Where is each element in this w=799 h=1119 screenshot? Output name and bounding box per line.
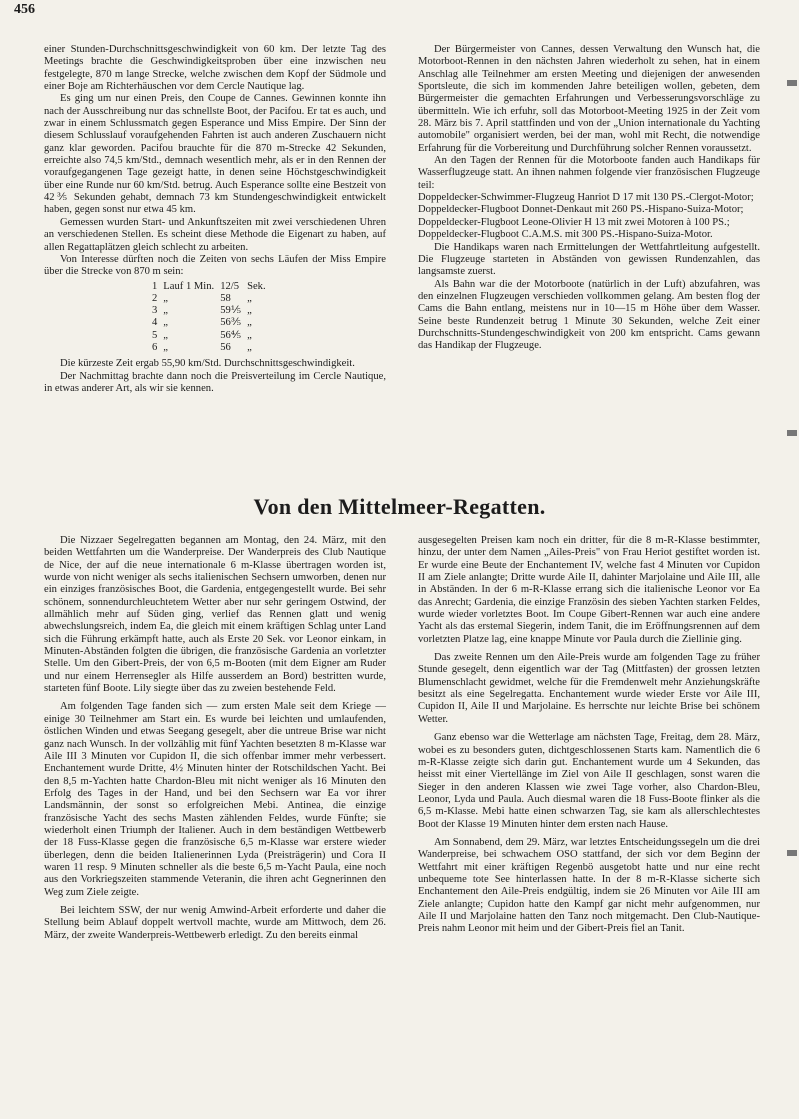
table-row [152,330,272,342]
lap-time: 58 [220,292,231,304]
page-number: 456 [14,2,35,17]
lap-unit: „ [247,317,252,329]
article-heading: Von den Mittelmeer-Regatten. [253,494,546,519]
table-row [152,342,272,354]
top-right-column [418,44,760,353]
paragraph: Der Nachmittag brachte dann noch die Preisverteilung im Cercle Nautique, in etwas anderer Art, als wir sie kennen. [44,370,386,394]
paragraph: Die Handikaps waren nach Ermittelungen der Wettfahrtleitung aufgestellt. Die Flugzeuge starteten in Abständen von gewissen Rundenzahlen, das langsamste zuerst. [418,241,760,278]
paragraph: Gemessen wurden Start- und Ankunftszeiten mit zwei verschiedenen Uhren an verschiedenen Stellen. Es scheint diese Methode die Eigenart zu haben, auf allen Regattaplätzen gleich schlecht zu arbeiten. [44,216,386,253]
lap-number: 4 [152,317,158,329]
paragraph: Es ging um nur einen Preis, den Coupe de Cannes. Gewinnen konnte ihn nach der Ausschreibung nur das schnellste Boot, der Pacifou. Er tat es auch, und zwar in einem Schlussmatch gegen Esperance und Miss Empire. Der Sinn der diesem Schlusslauf voraufgehenden Fahrten ist auch anderen Zuschauern nicht ganz klar geworden. Pacifou brauchte für die 870 m-Strecke 42 Sekunden, erreichte also 74,5 km/Std., demnach wesentlich mehr, als er in den Rennen der voraufgegangenen Tage gezeigt hatte, in denen seine Höchstgeschwindigkeit über eine Runde nur 60 km/Std. betrug. Auch Esperance sollte eine Bestzeit von 42⅗ Sekunden gehabt, demnach 73 km Stundengeschwindigkeit entwickelt haben, gegen sonst nur etwa 45 km. [44,93,386,216]
lap-number: 1 [152,280,158,292]
table-row [152,305,272,317]
lap-time: 56⅗ [220,317,242,329]
lap-time: 56⅘ [220,329,242,341]
lap-number: 5 [152,329,158,341]
lap-number: 2 [152,292,158,304]
paragraph: Ganz ebenso war die Wetterlage am nächsten Tage, Freitag, dem 28. März, wobei es zu besonders guten, dichtgeschlossenen Starts kam. Namentlich die 6 m-R-Klasse zeigte sich darin gut. Enchantement wurde um 4 Sekunden, das heisst mit einer Viertellänge im Ziel von Aile II geschlagen, sonst waren die Sieger in den anderen Klassen wie zwei Tage vorher, also Chardon-Bleu, Leonor, Lyda und Paula. Auch diesmal waren die 18 Fuss-Boote flinker als die 6,5 m-Klasse. Mebi hatte einen schwarzen Tag, sie kam als allerschlechtestes Boot der Klasse 19 Minuten hinter dem ersten nach Hause. [418,732,760,830]
bottom-left-column [44,535,386,942]
plane-entry: Doppeldecker-Flugboot Leone-Olivier H 13 mit zwei Motoren à 100 PS.; [418,216,730,228]
paragraph: Der Bürgermeister von Cannes, dessen Verwaltung den Wunsch hat, die Motorboot-Rennen in den nächsten Jahren wiederholt zu sehen, hat in einem Anschlag alle Teilnehmer am ersten Meeting und diejenigen der anwesenden Sportsleute, die sich im kommenden Jahre beteiligen wollen, gebeten, dem Bürgermeister die gemachten Erfahrungen und Verbesserungsvorschläge zu übermitteln. Wie ich erfuhr, soll das Motorboot-Meeting 1925 in der Zeit vom 28. März bis 7. April stattfinden und von der „Union internationale du Yachting automobile" organisiert werden, bei der man, wohl mit Recht, die notwendige Erfahrung für die Vorbereitung und Durchführung solcher Rennen voraussetzt. [418,44,760,154]
lap-time: 56 [220,342,231,354]
paragraph: Bei leichtem SSW, der nur wenig Amwind-Arbeit erforderte und daher die Stellung beim Ablauf doppelt wertvoll machte, wurde am Mittwoch, dem 26. März, der zweite Wanderpreis-Wettbewerb erledigt. Zu den bereits einmal [44,904,386,941]
lap-time: 59⅕ [220,305,242,317]
table-row [152,281,272,293]
lap-label: „ [163,329,168,341]
paragraph: Am folgenden Tage fanden sich — zum ersten Male seit dem Kriege — einige 30 Teilnehmer am Start ein. Es wurde bei leichten und umlaufenden, östlichen Winden und etwas Seegang gesegelt, aber die untreue Brise war nicht ganz nach Wunsch. In der vollzählig mit fünf Yachten besetzten 8 m-Klasse war Aile III 3 Minuten vor Cupidon II, die sich offenbar immer mehr verbessert. Enchantement wurde Dritte, 4½ Minuten hinter der Rotschildschen Yacht. Bei den 8,5 m-Yachten hatte Chardon-Bleu mit nicht weniger als 16 Minuten den Erfolg des Tages in der Hand, und bei den Sechsern war Ea vor ihrer Landsmännin, der sonst so erfolgreichen Mebi. Antinea, die einzige französische Yacht des sechs Masten zählenden Feldes, wurde Fünfte; sie wiederholt einen Triumph der Italiener. Auch in dem beständigen Wettbewerb der 18 Fuss-Klasse gegen die französische 6,5 m-Klasse war erstere wieder überlegen, denn die beiden Italienerinnen Lyda (Preisträgerin) und Cora II waren 11 resp. 9 Minuten schneller als die beste 6,5 m-Yacht Paula, eine noch aus den Vorkriegszeiten stammende Veteranin, die ihren acht Gegnerinnen den Weg zum Ziele zeigte. [44,701,386,898]
table-row [152,293,272,305]
paragraph: Die Nizzaer Segelregatten begannen am Montag, den 24. März, mit den beiden Wettfahrten um die Wanderpreise. Der Wanderpreis des Club Nautique de Nice, der auf die neue internationale 6 m-Klasse übertragen worden ist, wurde von nicht weniger als sechs italienischen Sechsern umworben, denen nur ein einziges französisches Boot, die Gardenia, entgegengestellt wurde. Bei sehr schönem, sonnendurchleuchtetem Wetter aber nur sehr geringem Ostwind, der allmählich mehr auf Süden ging, verlief das Rennen glatt und wenig abwechslungsreich, indem Ea, die gleich mit einem kräftigen Schlag unter Land sich die Führung erkämpft hatte, auch als Erste 20 Sek. vor Leonor einkam, in Minuten-Abständen folgten die übrigen, die französische Gardenia an vorletzter Stelle. Um den Gibert-Preis, der von 6,5 m-Booten (mit dem Eigner am Ruder und nur einem Herrensegler als Hilfe ausserdem an Bord) bestritten wurde, starteten fünf Boote. Lily siegte über das zu zweien bestehende Feld. [44,535,386,695]
lap-label: „ [163,292,168,304]
paragraph: ausgesegelten Preisen kam noch ein dritter, für die 8 m-R-Klasse bestimmter, hinzu, der unter dem Namen „Ailes-Preis" von Frau Heriot gestiftet worden ist. Er wurde eine Beute der Enchantement IV, welche fast 4 Minuten vor Cupidon II am Ziele anlangte; Dritte wurde Aile II, dahinter Marjolaine und Aile III, alle in Abständen. In der 6 m-R-Klasse errang sich die italienische Leonor vor Ea das Anrecht; Gardenia, die einzige Französin des sieben Yachten starken Feldes, wurde wieder vorletztes Boot. Im Coupe Gibert-Rennen war auch eine andere Yacht als das erstemal Siegerin, indem Tanit, die im Eröffnungsrennen auf dem vorletzten Platze lag, eine knappe Minute vor Paula durch die Ziellinie ging. [418,535,760,645]
lap-number: 6 [152,342,158,354]
top-left-column [44,44,386,395]
lap-unit: Sek. [247,280,266,292]
lap-label: Lauf 1 Min. [163,280,215,292]
paragraph: Die kürzeste Zeit ergab 55,90 km/Std. Durchschnittsgeschwindigkeit. [60,358,355,370]
lap-unit: „ [247,329,252,341]
paragraph: An den Tagen der Rennen für die Motorboote fanden auch Handikaps für Wasserflugzeuge statt. An ihnen nahmen folgende vier französischen Flugzeuge teil: [418,155,760,191]
lap-unit: „ [247,305,252,317]
plane-entry: Doppeldecker-Flugboot Donnet-Denkaut mit 260 PS.-Hispano-Suiza-Motor; [418,204,744,216]
lap-unit: „ [247,292,252,304]
paragraph: Von Interesse dürften noch die Zeiten von sechs Läufen der Miss Empire über die Strecke von 870 m sein: [44,253,386,278]
lap-time: 12/5 [220,280,240,292]
paragraph: Am Sonnabend, dem 29. März, war letztes Entscheidungssegeln um die drei Wanderpreise, bei schwachem OSO stattfand, der sich vor dem Beginn der Wettfahrt mit einer kräftigen Regenbö ausgetobt hatte und nur eine recht unbequeme tote See hinterlassen hatte. In der 8 m-R-Klasse sicherte sich Enchantement den Aile-Preis endgültig, indem sie 26 Minuten vor Aile III am Ziele anlangte; Cupidon hatte den Kampf gar nicht mehr aufgenommen, nur Aile II und Marjolaine hatten den Tanz noch mitgemacht. Den Club-Nautique-Preis nahm Leonor mit heim und der Gibert-Preis fiel an Tanit. [418,836,760,935]
lap-number: 3 [152,305,158,317]
plane-entry: Doppeldecker-Flugboot C.A.M.S. mit 300 PS.-Hispano-Suiza-Motor. [418,229,713,241]
paragraph: einer Stunden-Durchschnittsgeschwindigkeit von 60 km. Der letzte Tag des Meetings brachte die Geschwindigkeitsproben über eine inzwischen neu festgelegte, 870 m lange Strecke, welche zwischen dem Kopf der Südmole und einer Boje am Richterhäuschen vor dem Cercle Nautique lag. [44,44,386,93]
edge-mark [787,430,797,436]
lap-unit: „ [247,342,252,354]
edge-mark [787,850,797,856]
paragraph: Das zweite Rennen um den Aile-Preis wurde am folgenden Tage zu früher Stunde gesegelt, denn eigentlich war der Tag (Mittfasten) der grossen letzten Blumenschlacht gewidmet, welche für die Fremdenwelt mehr Anziehungskräfte besitzt als eine Segelregatta. Enchantement wurde wieder Erste vor Aile III, Cupidon II, Aile II und Marjolaine. Es herrschte nur leichte Brise bei schönem Wetter. [418,652,760,725]
table-row [152,317,272,329]
paragraph: Als Bahn war die der Motorboote (natürlich in der Luft) abzufahren, was den einzelnen Flugzeugen verschieden vollkommen gelang. Am besten flog der Cams die Bahn entlang, meistens nur in 10—15 m Höhe über dem Wasser. Seine beste Rundenzeit betrug 1 Minute 30 Sekunden, welche Zeit einer Durchschnitts-Stundengeschwindigkeit von 200 km entspricht. Cams gewann das Handikap der Flugzeuge. [418,278,760,352]
edge-mark [787,80,797,86]
lap-label: „ [163,305,168,317]
lap-label: „ [163,317,168,329]
lap-label: „ [163,342,168,354]
plane-entry: Doppeldecker-Schwimmer-Flugzeug Hanriot D 17 mit 130 PS.-Clergot-Motor; [418,192,754,204]
lap-times-table [152,281,272,355]
bottom-right-column [418,535,760,936]
